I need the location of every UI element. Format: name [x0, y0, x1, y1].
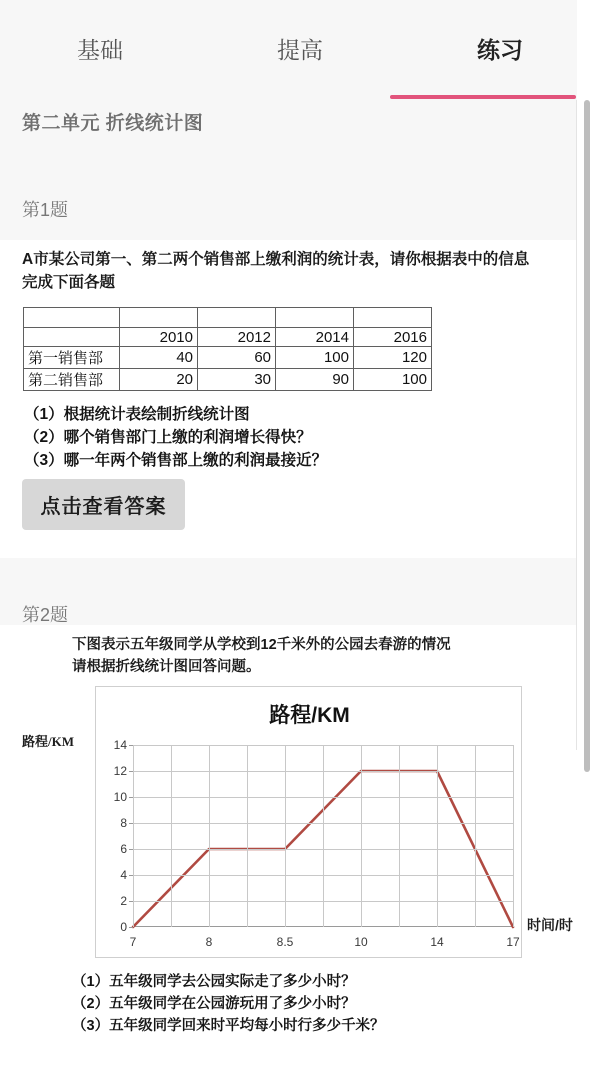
chart-title: 路程/KM [269, 704, 350, 727]
table-blank-cell [120, 308, 198, 328]
chart-gridline-vertical [285, 745, 286, 927]
page-title: 第二单元 折线统计图 [22, 113, 204, 134]
table-row [24, 369, 432, 391]
table-col-header: 2016 [354, 328, 432, 347]
chart-gridline-vertical [209, 745, 210, 927]
question-1-prompt [22, 248, 582, 295]
chart-y-tick-label: 12 [113, 764, 127, 778]
question-1-sub-1: （1）根据统计表绘制折线统计图 [24, 406, 250, 423]
table-col-header: 2012 [198, 328, 276, 347]
tab-practice[interactable]: 练习 [477, 37, 523, 63]
chart-x-tick-label: 17 [506, 935, 520, 949]
chart-gridline-vertical [475, 745, 476, 927]
question-2-prompt-line-1: 下图表示五年级同学从学校到12千米外的公园去春游的情况 [72, 637, 451, 653]
question-2-sub-2: （2）五年级同学在公园游玩用了多少小时？ [72, 995, 356, 1012]
question-1-prompt-line-2: 完成下面各题 [22, 274, 116, 292]
chart-y-tick-label: 10 [113, 790, 127, 804]
tab-basics[interactable]: 基础 [77, 37, 123, 63]
chart-y-tick-label: 6 [120, 842, 127, 856]
chart-x-tick-label: 8.5 [276, 935, 294, 949]
question-1-prompt-line-1: A市某公司第一、第二两个销售部上缴利润的统计表，请你根据表中的信息 [22, 251, 530, 268]
question-1-sub-3: （3）哪一年两个销售部上缴的利润最接近？ [24, 451, 328, 469]
line-chart [95, 686, 522, 958]
table-cell: 100 [354, 369, 432, 391]
question-1-sub-2: （2）哪个销售部门上缴的利润增长得快？ [24, 428, 312, 446]
chart-x-tick-label: 7 [129, 935, 137, 949]
chart-y-tick-label: 2 [120, 894, 127, 908]
chart-y-tick-label: 4 [120, 868, 127, 882]
chart-x-axis-outer-label: 时间/时 [527, 917, 573, 933]
chart-plot-area [113, 738, 520, 949]
table-cell: 60 [198, 347, 276, 369]
question-1-subquestions [24, 404, 327, 473]
chart-y-tick-label: 14 [113, 738, 127, 752]
table-row [24, 347, 432, 369]
table-blank-cell [198, 308, 276, 328]
table-row-header: 第二销售部 [24, 369, 120, 391]
tab-advanced[interactable]: 提高 [277, 37, 323, 63]
question-2-label: 第2题 [22, 605, 69, 625]
question-2-prompt-line-2: 请根据折线统计图回答问题。 [72, 659, 261, 676]
table-cell: 30 [198, 369, 276, 391]
table-blank-cell [354, 308, 432, 328]
chart-x-tick-label: 14 [430, 935, 444, 949]
table-blank-cell [276, 308, 354, 328]
table-corner-cell-2 [24, 328, 120, 347]
table-corner-cell [24, 308, 120, 328]
question-2-sub-3: （3）五年级同学回来时平均每小时行多少千米？ [72, 1017, 385, 1034]
question-1-label: 第1题 [22, 200, 69, 220]
chart-y-tick-label: 0 [120, 920, 127, 934]
chart-y-axis-outer-label: 路程/KM [22, 734, 74, 749]
table-row [24, 308, 432, 328]
active-tab-indicator [390, 95, 576, 99]
profit-statistics-table [23, 307, 432, 391]
scrollbar-track[interactable] [577, 0, 600, 1067]
tab-bar [0, 0, 600, 100]
chart-gridline-vertical [247, 745, 248, 927]
chart-gridline-vertical [133, 745, 134, 927]
table-row-header: 第一销售部 [24, 347, 120, 369]
table-header-row [24, 328, 432, 347]
question-2-subquestions [72, 972, 385, 1037]
table-col-header: 2010 [120, 328, 198, 347]
scrollbar-thumb[interactable] [584, 100, 590, 772]
table-cell: 100 [276, 347, 354, 369]
table-cell: 20 [120, 369, 198, 391]
table-cell: 120 [354, 347, 432, 369]
chart-x-tick-label: 10 [354, 935, 368, 949]
table-cell: 90 [276, 369, 354, 391]
chart-gridline-vertical [437, 745, 438, 927]
chart-y-tick-label: 8 [120, 816, 127, 830]
question-2-prompt [72, 634, 451, 679]
show-answer-button[interactable]: 点击查看答案 [22, 479, 185, 530]
chart-x-tick-label: 8 [205, 935, 213, 949]
table-cell: 40 [120, 347, 198, 369]
chart-gridline-vertical [323, 745, 324, 927]
table-col-header: 2014 [276, 328, 354, 347]
chart-gridline-vertical [513, 745, 514, 927]
chart-gridline-vertical [399, 745, 400, 927]
chart-gridline-vertical [361, 745, 362, 927]
chart-y-tick-mark [129, 927, 133, 928]
question-2-sub-1: （1）五年级同学去公园实际走了多少小时？ [72, 974, 356, 990]
chart-gridline-vertical [171, 745, 172, 927]
